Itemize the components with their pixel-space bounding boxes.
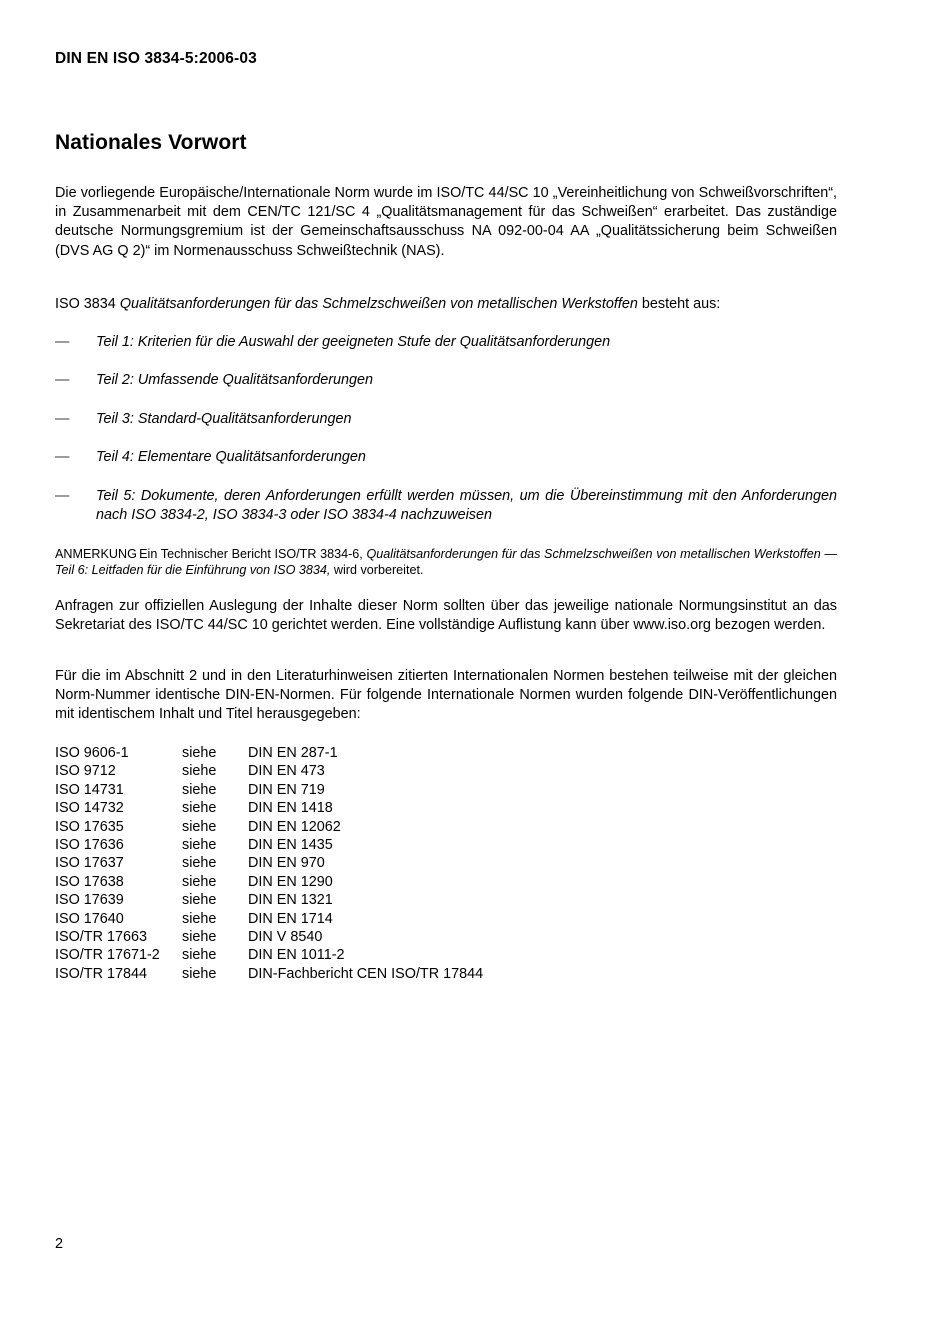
cell-see: siehe bbox=[182, 965, 217, 982]
cell-iso: ISO/TR 17663 bbox=[55, 929, 147, 946]
cell-see: siehe bbox=[182, 929, 217, 946]
paragraph-enquiries-text: Anfragen zur offiziellen Auslegung der Inhalte dieser Norm sollten über das jeweilige nationale Normungsinstitut an das Sekretariat des ISO/TC 44/SC 10 gerichtet werden. Eine vollständige Auflistung kann über www.iso.org bezogen werden. bbox=[55, 598, 837, 634]
paragraph-din-equivalents-text: Für die im Abschnitt 2 und in den Literaturhinweisen zitierten Internationalen Normen bestehen teilweise mit der gleichen Norm-Nummer identische DIN-EN-Normen. Für folgende Internationale Normen wurden folgende DIN-Veröffentlichungen mit identischem Inhalt und Titel herausgegeben: bbox=[55, 668, 837, 723]
cell-iso: ISO 17640 bbox=[55, 910, 124, 927]
table-row bbox=[55, 965, 483, 983]
series-intro-prefix: ISO 3834 bbox=[55, 296, 120, 312]
list-item-label: Teil 5: Dokumente, deren Anforderungen erfüllt werden müssen, um die Übereinstimmung mit den Anforderungen nach ISO 3834-2, ISO 3834-3 oder ISO 3834-4 nachzuweisen bbox=[96, 487, 837, 523]
paragraph-din-equivalents-intro bbox=[55, 667, 837, 725]
xref-table-wrapper bbox=[55, 744, 837, 983]
list-item bbox=[55, 410, 837, 429]
cell-din: DIN V 8540 bbox=[248, 929, 323, 946]
list-item bbox=[55, 371, 837, 390]
paragraph-enquiries bbox=[55, 597, 837, 635]
cell-see: siehe bbox=[182, 818, 217, 835]
note-text-before: Ein Technischer Bericht ISO/TR 3834-6, bbox=[139, 547, 367, 561]
cell-din: DIN EN 1435 bbox=[248, 837, 333, 854]
em-dash-icon: — bbox=[55, 372, 70, 389]
table-row bbox=[55, 854, 483, 872]
cell-din: DIN-Fachbericht CEN ISO/TR 17844 bbox=[248, 965, 484, 982]
parts-list-items bbox=[55, 333, 837, 525]
cell-din: DIN EN 473 bbox=[248, 763, 325, 780]
table-row bbox=[55, 762, 483, 780]
table-row bbox=[55, 946, 483, 964]
table-row bbox=[55, 891, 483, 909]
cell-see: siehe bbox=[182, 947, 217, 964]
paragraph-series-intro bbox=[55, 295, 837, 314]
em-dash-icon: — bbox=[55, 410, 70, 427]
note-text-after: wird vorbereitet. bbox=[330, 563, 424, 578]
list-item-label: Teil 3: Standard-Qualitätsanforderungen bbox=[96, 410, 352, 427]
table-row bbox=[55, 910, 483, 928]
cell-din: DIN EN 1011-2 bbox=[248, 947, 345, 964]
cell-see: siehe bbox=[182, 873, 217, 890]
note-text bbox=[55, 546, 837, 579]
running-header: DIN EN ISO 3834-5:2006-03 bbox=[55, 50, 257, 67]
cell-iso: ISO/TR 17844 bbox=[55, 965, 147, 982]
paragraph-origin bbox=[55, 184, 837, 261]
cell-iso: ISO 17635 bbox=[55, 818, 124, 835]
cell-iso: ISO 9712 bbox=[55, 763, 116, 780]
cell-iso: ISO/TR 17671-2 bbox=[55, 947, 160, 964]
page-number: 2 bbox=[55, 1236, 64, 1252]
cell-see: siehe bbox=[182, 837, 217, 854]
list-item bbox=[55, 487, 837, 525]
em-dash-icon: — bbox=[55, 334, 70, 350]
cell-see: siehe bbox=[182, 892, 217, 909]
table-row bbox=[55, 744, 483, 762]
note-anmerkung bbox=[55, 546, 837, 579]
cell-iso: ISO 17639 bbox=[55, 892, 124, 909]
cell-din: DIN EN 1290 bbox=[248, 873, 333, 890]
cell-din: DIN EN 12062 bbox=[248, 818, 341, 835]
note-italic-title: Qualitätsanforderungen für das Schmelzschweißen von metallischen Werkstoffen — Teil 6: Leitfaden für die Einführung von ISO 3834, bbox=[55, 547, 837, 578]
cell-iso: ISO 17637 bbox=[55, 855, 124, 872]
cell-see: siehe bbox=[182, 855, 217, 872]
cell-iso: ISO 17638 bbox=[55, 873, 124, 890]
note-label: ANMERKUNG bbox=[55, 547, 137, 561]
table-row bbox=[55, 781, 483, 799]
list-item-label: Teil 2: Umfassende Qualitätsanforderungen bbox=[96, 372, 374, 389]
page-title: Nationales Vorwort bbox=[55, 131, 247, 154]
cell-iso: ISO 14731 bbox=[55, 781, 124, 798]
cell-iso: ISO 14732 bbox=[55, 800, 124, 817]
table-row bbox=[55, 799, 483, 817]
series-intro-title: Qualitätsanforderungen für das Schmelzschweißen von metallischen Werkstoffen bbox=[119, 296, 638, 312]
table-row bbox=[55, 928, 483, 946]
cell-din: DIN EN 719 bbox=[248, 781, 325, 798]
series-intro-line bbox=[55, 295, 837, 314]
cell-see: siehe bbox=[182, 910, 217, 927]
cell-see: siehe bbox=[182, 745, 217, 761]
list-item-label: Teil 4: Elementare Qualitätsanforderungen bbox=[96, 449, 366, 466]
em-dash-icon: — bbox=[55, 487, 70, 504]
em-dash-icon: — bbox=[55, 449, 70, 466]
series-intro-suffix: besteht aus: bbox=[637, 296, 721, 312]
paragraph-origin-text: Die vorliegende Europäische/Internationale Norm wurde im ISO/TC 44/SC 10 „Vereinheitlichung von Schweißvorschriften“, in Zusammenarbeit mit dem CEN/TC 121/SC 4 „Qualitätsmanagement für das Schweißen“ erarbeitet. Das zuständige deutsche Normungsgremium ist der Gemeinschaftsausschuss NA 092-00-04 AA „Qualitätssicherung beim Schweißen (DVS AG Q 2)“ im Normenausschuss Schweißtechnik (NAS). bbox=[55, 185, 837, 259]
list-item bbox=[55, 448, 837, 467]
cell-iso: ISO 17636 bbox=[55, 837, 124, 854]
iso-din-crossreference-table bbox=[55, 744, 483, 983]
cell-see: siehe bbox=[182, 781, 217, 798]
cell-din: DIN EN 970 bbox=[248, 855, 325, 872]
cell-see: siehe bbox=[182, 800, 217, 817]
cell-din: DIN EN 1418 bbox=[248, 800, 333, 817]
table-row bbox=[55, 836, 483, 854]
xref-table-body bbox=[55, 744, 483, 983]
cell-din: DIN EN 1714 bbox=[248, 910, 333, 927]
cell-see: siehe bbox=[182, 763, 217, 780]
cell-din: DIN EN 287-1 bbox=[248, 745, 338, 761]
table-row bbox=[55, 818, 483, 836]
list-item bbox=[55, 333, 837, 352]
cell-din: DIN EN 1321 bbox=[248, 892, 333, 909]
table-row bbox=[55, 873, 483, 891]
list-item-label: Teil 1: Kriterien für die Auswahl der geeigneten Stufe der Qualitätsanforderungen bbox=[96, 334, 611, 350]
parts-list bbox=[55, 333, 837, 525]
cell-iso: ISO 9606-1 bbox=[55, 745, 129, 761]
